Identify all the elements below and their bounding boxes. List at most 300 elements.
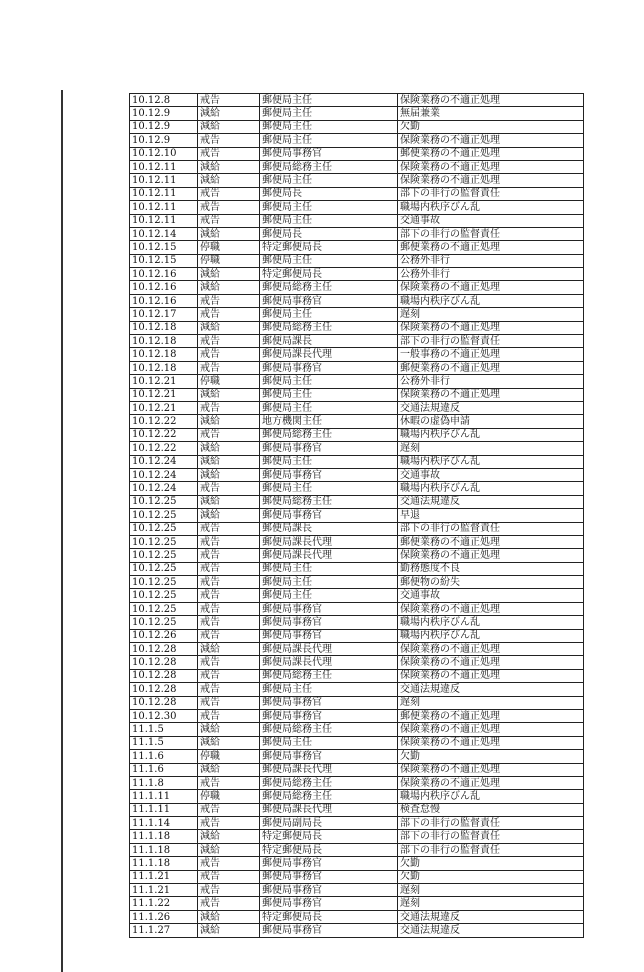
penalty-cell: 減給 <box>198 107 260 120</box>
reason-cell: 保険業務の不適正処理 <box>398 281 584 294</box>
date-cell: 10.12.25 <box>130 535 198 548</box>
date-cell: 10.12.21 <box>130 388 198 401</box>
position-cell: 郵便局事務官 <box>260 629 398 642</box>
table-row <box>130 870 584 883</box>
date-cell: 10.12.9 <box>130 107 198 120</box>
reason-cell: 職場内秩序びん乱 <box>398 790 584 803</box>
position-cell: 郵便局課長代理 <box>260 656 398 669</box>
position-cell: 郵便局総務主任 <box>260 160 398 173</box>
penalty-cell: 戒告 <box>198 549 260 562</box>
position-cell: 郵便局総務主任 <box>260 790 398 803</box>
table-body <box>130 94 584 938</box>
table-row <box>130 442 584 455</box>
table-row <box>130 482 584 495</box>
position-cell: 郵便局総務主任 <box>260 428 398 441</box>
date-cell: 10.12.15 <box>130 241 198 254</box>
position-cell: 郵便局主任 <box>260 107 398 120</box>
table-row <box>130 495 584 508</box>
penalty-cell: 戒告 <box>198 817 260 830</box>
table-row <box>130 348 584 361</box>
position-cell: 郵便局総務主任 <box>260 723 398 736</box>
position-cell: 郵便局主任 <box>260 455 398 468</box>
position-cell: 郵便局主任 <box>260 134 398 147</box>
table-row <box>130 790 584 803</box>
position-cell: 郵便局主任 <box>260 308 398 321</box>
table-row <box>130 281 584 294</box>
table-row <box>130 134 584 147</box>
reason-cell: 無届兼業 <box>398 107 584 120</box>
penalty-cell: 戒告 <box>198 884 260 897</box>
penalty-cell: 減給 <box>198 924 260 937</box>
table-row <box>130 683 584 696</box>
date-cell: 11.1.5 <box>130 736 198 749</box>
penalty-cell: 戒告 <box>198 214 260 227</box>
date-cell: 10.12.18 <box>130 321 198 334</box>
reason-cell: 部下の非行の監督責任 <box>398 817 584 830</box>
table-row <box>130 201 584 214</box>
table-row <box>130 656 584 669</box>
date-cell: 10.12.28 <box>130 643 198 656</box>
reason-cell: 交通事故 <box>398 214 584 227</box>
penalty-cell: 戒告 <box>198 696 260 709</box>
reason-cell: 検査怠慢 <box>398 803 584 816</box>
table-row <box>130 160 584 173</box>
penalty-cell: 減給 <box>198 468 260 481</box>
table-row <box>130 696 584 709</box>
position-cell: 郵便局課長代理 <box>260 763 398 776</box>
reason-cell: 郵便業務の不適正処理 <box>398 361 584 374</box>
reason-cell: 部下の非行の監督責任 <box>398 335 584 348</box>
position-cell: 郵便局事務官 <box>260 884 398 897</box>
penalty-cell: 減給 <box>198 910 260 923</box>
date-cell: 10.12.21 <box>130 375 198 388</box>
position-cell: 郵便局主任 <box>260 736 398 749</box>
penalty-cell: 減給 <box>198 120 260 133</box>
reason-cell: 公務外非行 <box>398 254 584 267</box>
reason-cell: 保険業務の不適正処理 <box>398 388 584 401</box>
table-row <box>130 254 584 267</box>
penalty-cell: 減給 <box>198 643 260 656</box>
reason-cell: 保険業務の不適正処理 <box>398 736 584 749</box>
position-cell: 地方機関主任 <box>260 415 398 428</box>
table-row <box>130 455 584 468</box>
reason-cell: 一般事務の不適正処理 <box>398 348 584 361</box>
reason-cell: 職場内秩序びん乱 <box>398 616 584 629</box>
penalty-cell: 戒告 <box>198 709 260 722</box>
position-cell: 郵便局事務官 <box>260 602 398 615</box>
reason-cell: 保険業務の不適正処理 <box>398 763 584 776</box>
penalty-cell: 戒告 <box>198 428 260 441</box>
date-cell: 10.12.10 <box>130 147 198 160</box>
position-cell: 郵便局事務官 <box>260 750 398 763</box>
reason-cell: 休暇の虚偽申請 <box>398 415 584 428</box>
table-row <box>130 709 584 722</box>
table-row <box>130 174 584 187</box>
date-cell: 11.1.8 <box>130 776 198 789</box>
table-row <box>130 401 584 414</box>
date-cell: 10.12.25 <box>130 509 198 522</box>
reason-cell: 交通法規違反 <box>398 401 584 414</box>
date-cell: 10.12.16 <box>130 268 198 281</box>
penalty-cell: 戒告 <box>198 401 260 414</box>
table-row <box>130 843 584 856</box>
position-cell: 郵便局事務官 <box>260 696 398 709</box>
date-cell: 10.12.25 <box>130 549 198 562</box>
reason-cell: 遅刻 <box>398 897 584 910</box>
position-cell: 郵便局副局長 <box>260 817 398 830</box>
penalty-cell: 戒告 <box>198 776 260 789</box>
penalty-cell: 減給 <box>198 281 260 294</box>
date-cell: 10.12.30 <box>130 709 198 722</box>
date-cell: 11.1.26 <box>130 910 198 923</box>
position-cell: 郵便局主任 <box>260 254 398 267</box>
penalty-cell: 戒告 <box>198 335 260 348</box>
date-cell: 10.12.25 <box>130 562 198 575</box>
date-cell: 11.1.14 <box>130 817 198 830</box>
date-cell: 10.12.11 <box>130 160 198 173</box>
reason-cell: 保険業務の不適正処理 <box>398 723 584 736</box>
reason-cell: 早退 <box>398 509 584 522</box>
date-cell: 11.1.21 <box>130 884 198 897</box>
reason-cell: 勤務態度不良 <box>398 562 584 575</box>
penalty-cell: 減給 <box>198 442 260 455</box>
penalty-cell: 減給 <box>198 268 260 281</box>
reason-cell: 交通法規違反 <box>398 683 584 696</box>
table-row <box>130 415 584 428</box>
penalty-cell: 停職 <box>198 375 260 388</box>
date-cell: 11.1.6 <box>130 750 198 763</box>
penalty-cell: 戒告 <box>198 562 260 575</box>
table-row <box>130 388 584 401</box>
reason-cell: 部下の非行の監督責任 <box>398 522 584 535</box>
reason-cell: 保険業務の不適正処理 <box>398 134 584 147</box>
penalty-cell: 減給 <box>198 174 260 187</box>
penalty-cell: 戒告 <box>198 134 260 147</box>
table-row <box>130 602 584 615</box>
position-cell: 郵便局主任 <box>260 589 398 602</box>
position-cell: 特定郵便局長 <box>260 241 398 254</box>
reason-cell: 保険業務の不適正処理 <box>398 776 584 789</box>
table-row <box>130 535 584 548</box>
reason-cell: 交通法規違反 <box>398 924 584 937</box>
position-cell: 郵便局課長 <box>260 335 398 348</box>
reason-cell: 交通事故 <box>398 468 584 481</box>
penalty-cell: 戒告 <box>198 522 260 535</box>
position-cell: 郵便局事務官 <box>260 857 398 870</box>
table-row <box>130 94 584 107</box>
position-cell: 郵便局主任 <box>260 388 398 401</box>
penalty-cell: 戒告 <box>198 870 260 883</box>
penalty-cell: 減給 <box>198 160 260 173</box>
penalty-cell: 減給 <box>198 321 260 334</box>
table-row <box>130 214 584 227</box>
penalty-cell: 戒告 <box>198 897 260 910</box>
date-cell: 10.12.28 <box>130 656 198 669</box>
reason-cell: 保険業務の不適正処理 <box>398 94 584 107</box>
date-cell: 10.12.24 <box>130 455 198 468</box>
date-cell: 10.12.24 <box>130 482 198 495</box>
penalty-cell: 停職 <box>198 241 260 254</box>
penalty-cell: 戒告 <box>198 576 260 589</box>
date-cell: 10.12.24 <box>130 468 198 481</box>
date-cell: 10.12.28 <box>130 696 198 709</box>
date-cell: 10.12.25 <box>130 522 198 535</box>
penalty-cell: 戒告 <box>198 656 260 669</box>
table-row <box>130 522 584 535</box>
reason-cell: 保険業務の不適正処理 <box>398 174 584 187</box>
penalty-cell: 戒告 <box>198 589 260 602</box>
table-row <box>130 897 584 910</box>
table-row <box>130 562 584 575</box>
reason-cell: 公務外非行 <box>398 268 584 281</box>
position-cell: 郵便局課長代理 <box>260 549 398 562</box>
date-cell: 10.12.18 <box>130 335 198 348</box>
reason-cell: 保険業務の不適正処理 <box>398 656 584 669</box>
penalty-cell: 減給 <box>198 723 260 736</box>
table-row <box>130 643 584 656</box>
position-cell: 郵便局主任 <box>260 576 398 589</box>
table-row <box>130 669 584 682</box>
position-cell: 特定郵便局長 <box>260 843 398 856</box>
penalty-cell: 戒告 <box>198 602 260 615</box>
reason-cell: 職場内秩序びん乱 <box>398 294 584 307</box>
position-cell: 郵便局長 <box>260 187 398 200</box>
date-cell: 10.12.11 <box>130 174 198 187</box>
position-cell: 郵便局主任 <box>260 201 398 214</box>
penalty-cell: 戒告 <box>198 683 260 696</box>
reason-cell: 欠勤 <box>398 870 584 883</box>
date-cell: 10.12.21 <box>130 401 198 414</box>
penalty-cell: 戒告 <box>198 308 260 321</box>
position-cell: 郵便局主任 <box>260 562 398 575</box>
date-cell: 10.12.16 <box>130 294 198 307</box>
reason-cell: 保険業務の不適正処理 <box>398 549 584 562</box>
reason-cell: 職場内秩序びん乱 <box>398 482 584 495</box>
position-cell: 郵便局主任 <box>260 120 398 133</box>
date-cell: 11.1.11 <box>130 803 198 816</box>
position-cell: 郵便局主任 <box>260 482 398 495</box>
table-row <box>130 294 584 307</box>
position-cell: 特定郵便局長 <box>260 830 398 843</box>
position-cell: 郵便局事務官 <box>260 468 398 481</box>
date-cell: 10.12.22 <box>130 442 198 455</box>
penalty-cell: 減給 <box>198 415 260 428</box>
date-cell: 11.1.18 <box>130 857 198 870</box>
table-row <box>130 629 584 642</box>
table-row <box>130 857 584 870</box>
position-cell: 郵便局事務官 <box>260 294 398 307</box>
position-cell: 郵便局事務官 <box>260 361 398 374</box>
table-row <box>130 763 584 776</box>
position-cell: 郵便局総務主任 <box>260 495 398 508</box>
penalty-cell: 戒告 <box>198 629 260 642</box>
date-cell: 10.12.11 <box>130 201 198 214</box>
position-cell: 特定郵便局長 <box>260 268 398 281</box>
position-cell: 郵便局事務官 <box>260 870 398 883</box>
date-cell: 10.12.26 <box>130 629 198 642</box>
table-row <box>130 227 584 240</box>
reason-cell: 欠勤 <box>398 120 584 133</box>
disciplinary-table <box>129 93 584 938</box>
penalty-cell: 減給 <box>198 495 260 508</box>
date-cell: 10.12.25 <box>130 616 198 629</box>
position-cell: 郵便局主任 <box>260 94 398 107</box>
reason-cell: 郵便業務の不適正処理 <box>398 147 584 160</box>
table-row <box>130 817 584 830</box>
date-cell: 11.1.5 <box>130 723 198 736</box>
table-row <box>130 576 584 589</box>
position-cell: 郵便局事務官 <box>260 147 398 160</box>
reason-cell: 職場内秩序びん乱 <box>398 455 584 468</box>
position-cell: 郵便局事務官 <box>260 897 398 910</box>
position-cell: 郵便局課長 <box>260 522 398 535</box>
reason-cell: 郵便物の紛失 <box>398 576 584 589</box>
table-row <box>130 468 584 481</box>
penalty-cell: 減給 <box>198 455 260 468</box>
table-row <box>130 549 584 562</box>
position-cell: 郵便局総務主任 <box>260 281 398 294</box>
reason-cell: 郵便業務の不適正処理 <box>398 241 584 254</box>
date-cell: 10.12.18 <box>130 348 198 361</box>
penalty-cell: 戒告 <box>198 803 260 816</box>
reason-cell: 職場内秩序びん乱 <box>398 428 584 441</box>
reason-cell: 交通事故 <box>398 589 584 602</box>
penalty-cell: 戒告 <box>198 147 260 160</box>
date-cell: 10.12.25 <box>130 589 198 602</box>
reason-cell: 保険業務の不適正処理 <box>398 669 584 682</box>
table-row <box>130 187 584 200</box>
table-row <box>130 884 584 897</box>
position-cell: 郵便局課長代理 <box>260 348 398 361</box>
position-cell: 郵便局長 <box>260 227 398 240</box>
position-cell: 郵便局主任 <box>260 174 398 187</box>
date-cell: 10.12.14 <box>130 227 198 240</box>
date-cell: 10.12.25 <box>130 495 198 508</box>
reason-cell: 職場内秩序びん乱 <box>398 201 584 214</box>
table-row <box>130 335 584 348</box>
penalty-cell: 停職 <box>198 790 260 803</box>
date-cell: 10.12.28 <box>130 683 198 696</box>
date-cell: 10.12.28 <box>130 669 198 682</box>
date-cell: 11.1.18 <box>130 830 198 843</box>
reason-cell: 公務外非行 <box>398 375 584 388</box>
position-cell: 郵便局総務主任 <box>260 669 398 682</box>
date-cell: 10.12.25 <box>130 602 198 615</box>
date-cell: 10.12.18 <box>130 361 198 374</box>
date-cell: 10.12.9 <box>130 134 198 147</box>
reason-cell: 交通法規違反 <box>398 495 584 508</box>
reason-cell: 交通法規違反 <box>398 910 584 923</box>
reason-cell: 欠勤 <box>398 750 584 763</box>
position-cell: 郵便局総務主任 <box>260 776 398 789</box>
position-cell: 郵便局課長代理 <box>260 643 398 656</box>
penalty-cell: 減給 <box>198 763 260 776</box>
penalty-cell: 減給 <box>198 227 260 240</box>
table-row <box>130 361 584 374</box>
table-row <box>130 830 584 843</box>
penalty-cell: 減給 <box>198 388 260 401</box>
date-cell: 11.1.6 <box>130 763 198 776</box>
penalty-cell: 戒告 <box>198 187 260 200</box>
penalty-cell: 戒告 <box>198 361 260 374</box>
penalty-cell: 停職 <box>198 750 260 763</box>
penalty-cell: 戒告 <box>198 669 260 682</box>
reason-cell: 保険業務の不適正処理 <box>398 321 584 334</box>
left-margin-rule <box>61 90 63 972</box>
position-cell: 郵便局主任 <box>260 401 398 414</box>
penalty-cell: 減給 <box>198 843 260 856</box>
reason-cell: 遅刻 <box>398 884 584 897</box>
table-row <box>130 321 584 334</box>
penalty-cell: 戒告 <box>198 294 260 307</box>
penalty-cell: 減給 <box>198 509 260 522</box>
table-row <box>130 509 584 522</box>
date-cell: 10.12.8 <box>130 94 198 107</box>
position-cell: 郵便局事務官 <box>260 616 398 629</box>
position-cell: 郵便局事務官 <box>260 709 398 722</box>
date-cell: 11.1.27 <box>130 924 198 937</box>
penalty-cell: 戒告 <box>198 616 260 629</box>
penalty-cell: 戒告 <box>198 94 260 107</box>
table-row <box>130 736 584 749</box>
table-row <box>130 910 584 923</box>
reason-cell: 部下の非行の監督責任 <box>398 830 584 843</box>
reason-cell: 遅刻 <box>398 696 584 709</box>
reason-cell: 遅刻 <box>398 308 584 321</box>
position-cell: 郵便局主任 <box>260 375 398 388</box>
position-cell: 郵便局主任 <box>260 214 398 227</box>
table-row <box>130 107 584 120</box>
table-row <box>130 750 584 763</box>
penalty-cell: 減給 <box>198 736 260 749</box>
date-cell: 10.12.11 <box>130 187 198 200</box>
date-cell: 11.1.18 <box>130 843 198 856</box>
date-cell: 10.12.15 <box>130 254 198 267</box>
date-cell: 10.12.17 <box>130 308 198 321</box>
date-cell: 11.1.11 <box>130 790 198 803</box>
table-row <box>130 147 584 160</box>
date-cell: 10.12.25 <box>130 576 198 589</box>
position-cell: 郵便局課長代理 <box>260 535 398 548</box>
date-cell: 10.12.11 <box>130 214 198 227</box>
table-row <box>130 120 584 133</box>
reason-cell: 遅刻 <box>398 442 584 455</box>
position-cell: 郵便局課長代理 <box>260 803 398 816</box>
reason-cell: 部下の非行の監督責任 <box>398 187 584 200</box>
position-cell: 郵便局主任 <box>260 683 398 696</box>
table-row <box>130 616 584 629</box>
reason-cell: 部下の非行の監督責任 <box>398 227 584 240</box>
date-cell: 10.12.16 <box>130 281 198 294</box>
table-row <box>130 375 584 388</box>
reason-cell: 部下の非行の監督責任 <box>398 843 584 856</box>
position-cell: 郵便局事務官 <box>260 509 398 522</box>
reason-cell: 欠勤 <box>398 857 584 870</box>
date-cell: 10.12.9 <box>130 120 198 133</box>
date-cell: 10.12.22 <box>130 428 198 441</box>
penalty-cell: 戒告 <box>198 857 260 870</box>
penalty-cell: 戒告 <box>198 535 260 548</box>
penalty-cell: 戒告 <box>198 482 260 495</box>
table-row <box>130 241 584 254</box>
reason-cell: 郵便業務の不適正処理 <box>398 535 584 548</box>
table-row <box>130 924 584 937</box>
table-row <box>130 776 584 789</box>
table-row <box>130 428 584 441</box>
reason-cell: 保険業務の不適正処理 <box>398 643 584 656</box>
table-row <box>130 589 584 602</box>
position-cell: 郵便局事務官 <box>260 442 398 455</box>
